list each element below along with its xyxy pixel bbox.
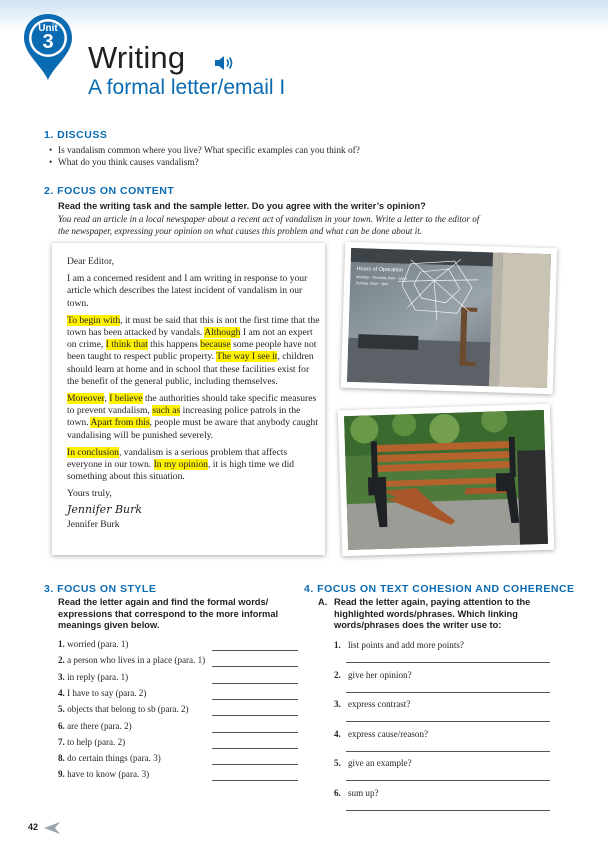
cohesion-instruction-letter: A. [318,597,328,607]
style-item [58,655,205,665]
letter-greeting: Dear Editor, [67,256,115,267]
cohesion-item [334,699,410,709]
cohesion-item [334,640,464,650]
item-number: 6. [334,788,341,798]
item-number: 9. [58,769,68,780]
answer-line[interactable] [212,732,298,733]
answer-line[interactable] [346,810,550,811]
letter-text: , it is high time we did something about this situation. [67,459,295,483]
item-text: are there (para. 2) [67,720,132,731]
content-instruction: Read the writing task and the sample letter. Do you agree with the writer’s opinion? [58,201,426,211]
highlighted-linker: Moreover [67,393,105,405]
unit-label: Unit [38,23,58,34]
style-item [58,688,146,698]
answer-line[interactable] [212,780,298,781]
sample-letter [67,256,321,536]
item-number: 1. [334,640,341,650]
page-subtitle: A formal letter/email I [88,76,286,99]
item-text: do certain things (para. 3) [67,753,161,764]
letter-name: Jennifer Burk [67,518,120,530]
broken-bench-image [344,410,548,550]
highlighted-linker: Although [204,327,241,339]
item-number: 2. [334,669,341,680]
letter-paragraph-4 [67,447,321,484]
highlighted-linker: Apart from this [90,417,150,429]
top-gradient-band [0,0,608,30]
letter-text: , it must be said that this is not the first time that the town has been attacked by vandals. [67,314,320,339]
highlighted-linker: To begin with [67,314,121,326]
answer-line[interactable] [212,715,298,716]
photo-broken-bench [338,404,554,557]
answer-line[interactable] [346,662,550,663]
item-text: give an example? [348,758,412,769]
style-item [58,753,161,763]
letter-text: some people have not been taught to respect public property. [67,339,317,363]
discuss-bullet: • Is vandalism common where you live? What specific examples can you think of? [58,146,360,156]
item-number: 2. [58,655,68,666]
item-text: a person who lives in a place (para. 1) [67,655,206,666]
item-number: 3. [58,671,68,682]
answer-line[interactable] [212,699,298,700]
item-number: 8. [58,753,68,764]
highlighted-linker: because [200,339,231,351]
highlighted-linker: I think that [105,339,148,351]
letter-text: , people must be aware that anybody caught vandalising will be punished severely. [67,417,318,441]
answer-line[interactable] [346,751,550,752]
letter-text: I am not an expert on crime, [67,327,313,351]
style-item [58,639,128,649]
item-number: 4. [334,728,341,739]
style-item [58,672,128,682]
unit-badge [22,12,74,82]
letter-paragraph-2 [67,315,321,388]
item-number: 5. [58,704,68,715]
door-sign-row: Monday - Thursday 8am - 10pm [356,275,408,281]
page-title: Writing [88,40,186,75]
door-sign-row: Sunday 10am - 6pm [355,281,389,287]
item-number: 3. [334,699,341,710]
highlighted-linker: The way I see it [216,351,278,363]
page-arrow-icon [44,821,60,839]
style-item [58,721,132,731]
letter-text: , children should learn at home and in school that these facilities exist for the benefit of the general public, including themselves. [67,351,314,387]
item-text: in reply (para. 1) [67,671,129,682]
highlighted-linker: In conclusion [67,446,119,458]
answer-line[interactable] [212,764,298,765]
item-number: 4. [58,687,68,698]
item-text: express cause/reason? [348,728,429,739]
answer-line[interactable] [212,683,298,684]
highlighted-linker: I believe [109,393,143,405]
item-number: 6. [58,720,68,731]
writing-task: You read an article in a local newspaper about a recent act of vandalism in your town. Write a letter to the editor of the newspaper, expressing your opinion on what causes this problem and what can be done about it. [58,214,480,236]
section-style-heading: 3. FOCUS ON STYLE [44,583,157,595]
letter-closing: Yours truly, [67,488,112,500]
cohesion-item [334,788,379,798]
letter-text: , [104,393,110,405]
style-item [58,769,149,779]
section-discuss-heading: 1. DISCUSS [44,129,108,141]
cohesion-item [334,670,412,680]
letter-text: increasing police patrols in the town. [67,405,301,429]
item-text: worried (para. 1) [67,639,129,649]
letter-text: this happens [147,339,201,351]
style-instruction: Read the letter again and find the formal words/ expressions that correspond to the more informal meanings given below. [58,597,279,630]
letter-signature: Jennifer Burk [67,502,143,516]
item-number: 1. [58,639,68,649]
door-sign-title: Hours of Operation [356,266,404,274]
answer-line[interactable] [212,666,298,667]
item-text: express contrast? [348,699,411,710]
section-cohesion-heading: 4. FOCUS ON TEXT COHESION AND COHERENCE [304,583,575,595]
item-text: give her opinion? [348,669,412,680]
item-text: I have to say (para. 2) [67,687,147,698]
discuss-bullet: • What do you think causes vandalism? [58,158,199,168]
highlighted-linker: such as [152,405,181,417]
item-text: to help (para. 2) [67,736,126,747]
page-number: 42 [28,822,39,832]
cohesion-instruction: Read the letter again, paying attention to the highlighted words/phrases. Which linking words/phrases does the writer use to: [334,597,531,630]
style-item [58,704,189,714]
highlighted-linker: In my opinion [153,459,208,471]
item-text: list points and add more points? [348,640,464,650]
answer-line[interactable] [346,721,550,722]
letter-text: the authorities should take specific measures to prevent vandalism, [67,393,317,417]
photo-broken-door [341,242,557,395]
letter-paragraph-3 [67,393,321,442]
letter-paragraph-1: I am a concerned resident and I am writing in response to your article which describes the latest incident of vandalism in our town. [67,273,308,309]
item-number: 5. [334,758,341,769]
item-text: sum up? [348,788,379,798]
style-item [58,737,125,747]
item-text: objects that belong to sb (para. 2) [67,704,189,715]
broken-glass-door-image [347,248,551,388]
item-number: 7. [58,736,68,747]
answer-line[interactable] [212,650,298,651]
audio-speaker-icon[interactable] [214,55,234,76]
cohesion-item [334,729,428,739]
answer-line[interactable] [346,780,550,781]
unit-number: 3 [42,31,54,53]
letter-text: , vandalism is a serious problem that affects everyone in our town. [67,446,288,471]
item-text: have to know (para. 3) [67,769,150,780]
answer-line[interactable] [346,692,550,693]
section-content-heading: 2. FOCUS ON CONTENT [44,185,175,197]
answer-line[interactable] [212,748,298,749]
cohesion-item [334,758,412,768]
